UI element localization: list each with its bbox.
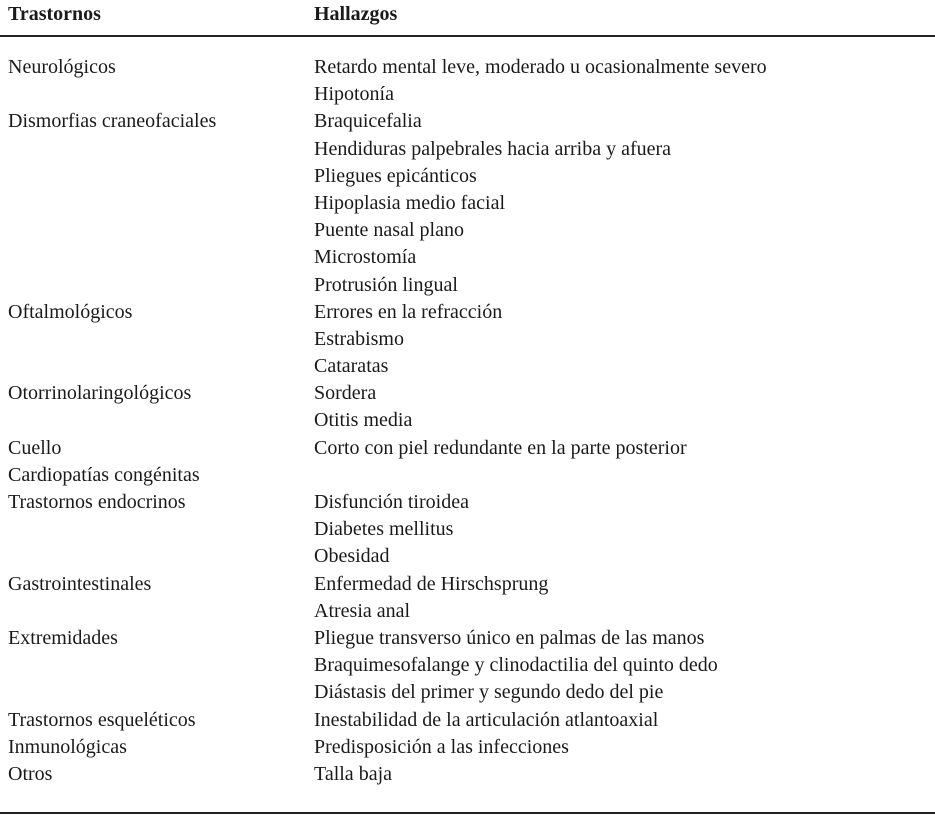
cell-hallazgo: Braquicefalia	[314, 110, 422, 133]
table-row	[0, 435, 935, 462]
table-row	[0, 190, 935, 217]
table-body	[0, 54, 935, 788]
cell-hallazgo: Otitis media	[314, 409, 413, 432]
table-row	[0, 163, 935, 190]
cell-trastorno: Trastornos endocrinos	[8, 491, 186, 513]
cell-hallazgo: Retardo mental leve, moderado u ocasionalmente severo	[314, 56, 767, 78]
cell-trastorno: Dismorfias craneofaciales	[8, 110, 217, 133]
cell-hallazgo: Hipotonía	[314, 83, 394, 106]
cell-hallazgo: Disfunción tiroidea	[314, 491, 469, 513]
cell-hallazgo: Atresia anal	[314, 599, 411, 622]
table-row	[0, 652, 935, 679]
cell-hallazgo: Estrabismo	[314, 327, 404, 350]
cell-trastorno: Neurológicos	[8, 56, 116, 78]
cell-hallazgo: Protrusión lingual	[314, 273, 458, 296]
table-row	[0, 598, 935, 625]
table-row	[0, 299, 935, 326]
table-row	[0, 571, 935, 598]
cell-trastorno: Trastornos esqueléticos	[8, 708, 196, 731]
cell-hallazgo: Pliegue transverso único en palmas de las manos	[314, 626, 705, 649]
table-row	[0, 272, 935, 299]
cell-hallazgo: Pliegues epicánticos	[314, 164, 477, 187]
top-rule	[0, 35, 935, 37]
table-row	[0, 734, 935, 761]
bottom-rule	[0, 812, 935, 814]
table-row	[0, 761, 935, 788]
cell-trastorno: Extremidades	[8, 626, 118, 649]
cell-hallazgo: Diabetes mellitus	[314, 518, 454, 541]
table-row	[0, 108, 935, 135]
table-row	[0, 81, 935, 108]
cell-hallazgo: Enfermedad de Hirschsprung	[314, 572, 549, 595]
cell-hallazgo: Diástasis del primer y segundo dedo del pie	[314, 681, 664, 704]
table-row	[0, 407, 935, 434]
cell-trastorno: Otorrinolaringológicos	[8, 382, 192, 405]
table-row	[0, 136, 935, 163]
cell-trastorno: Otros	[8, 762, 53, 785]
cell-hallazgo: Sordera	[314, 382, 377, 405]
cell-hallazgo: Braquimesofalange y clinodactilia del quinto dedo	[314, 654, 718, 677]
cell-hallazgo: Predisposición a las infecciones	[314, 735, 569, 758]
cell-hallazgo: Hipoplasia medio facial	[314, 191, 506, 214]
header-trastornos: Trastornos	[8, 3, 101, 25]
table-row	[0, 516, 935, 543]
cell-hallazgo: Cataratas	[314, 355, 389, 378]
cell-hallazgo: Microstomía	[314, 246, 417, 269]
table-row	[0, 244, 935, 271]
table-row	[0, 707, 935, 734]
cell-hallazgo: Hendiduras palpebrales hacia arriba y afuera	[314, 137, 672, 160]
cell-hallazgo: Puente nasal plano	[314, 219, 464, 242]
cell-hallazgo: Inestabilidad de la articulación atlantoaxial	[314, 708, 659, 731]
cell-trastorno: Cuello	[8, 436, 62, 459]
table-row	[0, 353, 935, 380]
cell-hallazgo: Obesidad	[314, 545, 390, 568]
table-row	[0, 543, 935, 570]
cell-trastorno: Inmunológicas	[8, 735, 127, 758]
cell-hallazgo: Talla baja	[314, 762, 392, 785]
table-row	[0, 326, 935, 353]
cell-trastorno: Gastrointestinales	[8, 572, 152, 595]
cell-hallazgo: Errores en la refracción	[314, 300, 503, 323]
cell-trastorno: Oftalmológicos	[8, 300, 133, 323]
header-hallazgos: Hallazgos	[314, 3, 398, 25]
table-row	[0, 217, 935, 244]
table-row	[0, 462, 935, 489]
cell-hallazgo: Corto con piel redundante en la parte posterior	[314, 436, 687, 459]
table-row	[0, 380, 935, 407]
table-row	[0, 54, 935, 81]
table-row	[0, 489, 935, 516]
cell-trastorno: Cardiopatías congénitas	[8, 463, 200, 486]
table-row	[0, 625, 935, 652]
table-header	[0, 0, 935, 36]
table-row	[0, 679, 935, 706]
